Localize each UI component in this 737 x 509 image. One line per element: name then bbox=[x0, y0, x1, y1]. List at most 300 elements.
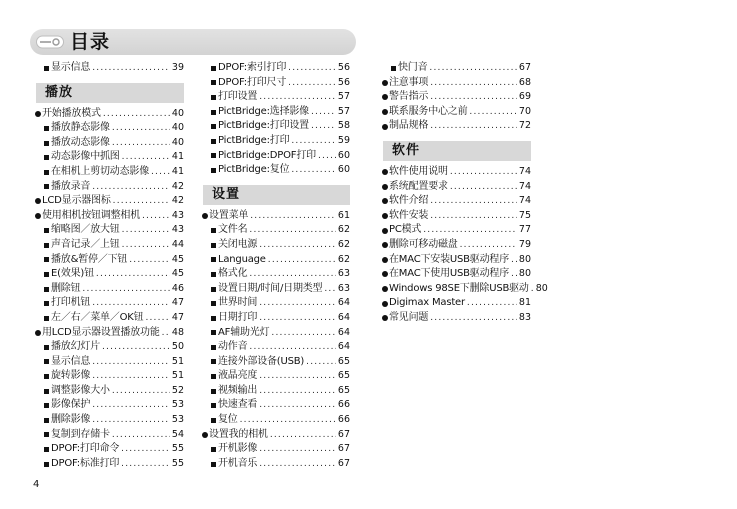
toc-entry-page: 74 bbox=[518, 180, 531, 192]
toc-entry-label: AF辅助光灯 bbox=[218, 326, 270, 338]
toc-entry-label: 动态影像中抓图 bbox=[51, 151, 120, 163]
toc-entry-label: 日期打印 bbox=[218, 311, 258, 323]
square-bullet-icon bbox=[42, 150, 51, 165]
toc-entry-page: 74 bbox=[518, 195, 531, 207]
toc-entry-label: 声音记录／上钮 bbox=[51, 238, 120, 250]
toc-entry-page: 63 bbox=[337, 282, 350, 294]
square-bullet-icon bbox=[209, 369, 218, 384]
square-bullet-icon bbox=[42, 180, 51, 195]
round-bullet-icon bbox=[380, 311, 389, 326]
toc-entry-page: 75 bbox=[518, 209, 531, 221]
toc-entry-label: 调整影像大小 bbox=[51, 384, 110, 396]
toc-column-3 bbox=[380, 61, 548, 326]
toc-entry-label: 软件安装 bbox=[389, 209, 429, 221]
dot-leader bbox=[92, 180, 170, 195]
toc-entry bbox=[380, 90, 531, 105]
title-bar bbox=[30, 29, 356, 55]
toc-entry-page: 46 bbox=[171, 282, 184, 294]
toc-entry-page: 42 bbox=[171, 195, 184, 207]
toc-entry-label: Language bbox=[218, 253, 266, 265]
square-bullet-icon bbox=[42, 428, 51, 443]
round-bullet-icon bbox=[33, 107, 42, 122]
dot-leader bbox=[103, 107, 170, 122]
square-bullet-icon bbox=[209, 134, 218, 149]
dot-leader bbox=[112, 384, 170, 399]
dot-leader bbox=[259, 90, 336, 105]
dot-leader bbox=[121, 442, 170, 457]
toc-entry-label: 动作音 bbox=[218, 341, 248, 353]
dot-leader bbox=[511, 267, 517, 282]
toc-entry bbox=[380, 238, 531, 253]
toc-entry-page: 65 bbox=[337, 370, 350, 382]
dot-leader bbox=[430, 119, 517, 134]
dot-leader bbox=[121, 457, 170, 472]
toc-entry-page: 47 bbox=[171, 311, 184, 323]
dot-leader bbox=[113, 194, 170, 209]
dot-leader bbox=[288, 76, 336, 91]
toc-entry-label: E(效果)钮 bbox=[51, 268, 94, 280]
toc-entry-label: 打印机钮 bbox=[51, 297, 91, 309]
toc-entry bbox=[33, 355, 184, 370]
square-bullet-icon bbox=[42, 398, 51, 413]
toc-entry bbox=[33, 282, 184, 297]
toc-entry bbox=[200, 223, 350, 238]
toc-entry bbox=[33, 150, 184, 165]
dot-leader bbox=[92, 398, 170, 413]
dot-leader bbox=[430, 90, 517, 105]
square-bullet-icon bbox=[209, 90, 218, 105]
toc-entry-page: 74 bbox=[518, 165, 531, 177]
toc-entry bbox=[33, 398, 184, 413]
toc-entry bbox=[200, 457, 350, 472]
dot-leader bbox=[92, 355, 170, 370]
toc-entry bbox=[33, 253, 184, 268]
dot-leader bbox=[92, 296, 170, 311]
toc-entry bbox=[33, 238, 184, 253]
square-bullet-icon bbox=[209, 253, 218, 268]
toc-entry bbox=[200, 238, 350, 253]
toc-entry-page: 64 bbox=[337, 326, 350, 338]
toc-entry-page: 79 bbox=[518, 238, 531, 250]
square-bullet-icon bbox=[209, 163, 218, 178]
toc-entry bbox=[33, 384, 184, 399]
toc-entry bbox=[33, 121, 184, 136]
dot-leader bbox=[450, 180, 517, 195]
dot-leader bbox=[423, 223, 517, 238]
round-bullet-icon bbox=[380, 223, 389, 238]
square-bullet-icon bbox=[209, 61, 218, 76]
toc-entry-label: 缩略图／放大钮 bbox=[51, 224, 120, 236]
toc-entry-page: 68 bbox=[518, 76, 531, 88]
toc-entry-page: 61 bbox=[337, 209, 350, 221]
toc-entry bbox=[380, 180, 531, 195]
square-bullet-icon bbox=[42, 223, 51, 238]
dot-leader bbox=[429, 61, 517, 76]
round-bullet-icon bbox=[380, 90, 389, 105]
toc-entry-label: 复制到存储卡 bbox=[51, 428, 110, 440]
toc-entry-label: PictBridge:DPOF打印 bbox=[218, 149, 316, 161]
round-bullet-icon bbox=[380, 238, 389, 253]
square-bullet-icon bbox=[42, 238, 51, 253]
toc-entry bbox=[380, 165, 531, 180]
toc-entry-label: 删除可移动磁盘 bbox=[389, 238, 458, 250]
dot-leader bbox=[511, 253, 517, 268]
toc-entry-label: PictBridge:打印 bbox=[218, 134, 290, 146]
toc-entry-label: 开机影像 bbox=[218, 443, 258, 455]
toc-entry-page: 67 bbox=[337, 428, 350, 440]
toc-entry-label: 世界时间 bbox=[218, 297, 258, 309]
toc-entry-page: 53 bbox=[171, 414, 184, 426]
square-bullet-icon bbox=[42, 457, 51, 472]
round-bullet-icon bbox=[380, 105, 389, 120]
square-bullet-icon bbox=[42, 413, 51, 428]
toc-entry bbox=[200, 384, 350, 399]
toc-entry bbox=[200, 282, 350, 297]
square-bullet-icon bbox=[209, 311, 218, 326]
toc-entry-label: 使用相机按钮调整相机 bbox=[42, 209, 140, 221]
square-bullet-icon bbox=[209, 238, 218, 253]
toc-entry bbox=[380, 105, 531, 120]
dot-leader bbox=[112, 136, 170, 151]
toc-entry bbox=[33, 369, 184, 384]
toc-entry bbox=[200, 61, 350, 76]
toc-entry bbox=[33, 267, 184, 282]
round-bullet-icon bbox=[380, 194, 389, 209]
toc-entry-page: 40 bbox=[171, 136, 184, 148]
dot-leader bbox=[531, 282, 534, 297]
toc-entry-label: 文件名 bbox=[218, 224, 248, 236]
toc-entry-label: 在MAC下使用USB驱动程序 bbox=[389, 268, 510, 280]
toc-entry-label: 播放录音 bbox=[51, 180, 91, 192]
toc-entry bbox=[33, 442, 184, 457]
toc-entry-label: 系统配置要求 bbox=[389, 180, 448, 192]
section-header: 设置 bbox=[203, 185, 350, 205]
toc-entry-label: 快门音 bbox=[398, 62, 428, 73]
toc-entry-label: 复位 bbox=[218, 414, 238, 426]
round-bullet-icon bbox=[200, 428, 209, 443]
toc-entry bbox=[380, 267, 531, 282]
square-bullet-icon bbox=[42, 369, 51, 384]
toc-entry-page: 45 bbox=[171, 253, 184, 265]
dot-leader bbox=[145, 311, 169, 326]
dot-leader bbox=[92, 413, 170, 428]
toc-entry-page: 41 bbox=[171, 151, 184, 163]
toc-entry-page: 83 bbox=[518, 311, 531, 323]
toc-entry bbox=[380, 253, 531, 268]
square-bullet-icon bbox=[42, 165, 51, 180]
toc-entry-label: 播放&暂停／下钮 bbox=[51, 253, 128, 265]
toc-entry-page: 67 bbox=[337, 443, 350, 455]
toc-entry-page: 56 bbox=[337, 62, 350, 73]
square-bullet-icon bbox=[209, 398, 218, 413]
square-bullet-icon bbox=[209, 384, 218, 399]
toc-entry-page: 70 bbox=[518, 105, 531, 117]
toc-entry bbox=[200, 326, 350, 341]
toc-entry-page: 66 bbox=[337, 414, 350, 426]
toc-entry-page: 60 bbox=[337, 149, 350, 161]
round-bullet-icon bbox=[380, 253, 389, 268]
dot-leader bbox=[259, 311, 336, 326]
dot-leader bbox=[151, 165, 170, 180]
dot-leader bbox=[112, 428, 170, 443]
dot-leader bbox=[162, 326, 170, 341]
toc-entry-label: PC模式 bbox=[389, 224, 422, 236]
toc-entry-page: 54 bbox=[171, 428, 184, 440]
toc-entry-label: Windows 98SE下删除USB驱动 bbox=[389, 282, 529, 294]
dot-leader bbox=[306, 355, 336, 370]
toc-entry-label: 播放动态影像 bbox=[51, 136, 110, 148]
toc-entry-page: 40 bbox=[171, 122, 184, 134]
toc-entry-label: LCD显示器图标 bbox=[42, 195, 111, 207]
square-bullet-icon bbox=[209, 119, 218, 134]
square-bullet-icon bbox=[42, 442, 51, 457]
toc-entry-label: PictBridge:打印设置 bbox=[218, 120, 309, 132]
square-bullet-icon bbox=[209, 413, 218, 428]
toc-entry-label: 联系服务中心之前 bbox=[389, 105, 468, 117]
toc-entry-label: 格式化 bbox=[218, 268, 248, 280]
square-bullet-icon bbox=[209, 282, 218, 297]
toc-entry-label: 播放静态影像 bbox=[51, 122, 110, 134]
toc-entry bbox=[380, 194, 531, 209]
round-bullet-icon bbox=[380, 180, 389, 195]
toc-entry bbox=[200, 413, 350, 428]
dot-leader bbox=[250, 209, 336, 224]
toc-entry bbox=[200, 296, 350, 311]
round-bullet-icon bbox=[33, 326, 42, 341]
square-bullet-icon bbox=[42, 311, 51, 326]
toc-entry bbox=[33, 61, 184, 76]
round-bullet-icon bbox=[380, 165, 389, 180]
dot-leader bbox=[430, 76, 517, 91]
toc-entry-label: 关闭电源 bbox=[218, 238, 258, 250]
dot-leader bbox=[430, 194, 517, 209]
toc-entry bbox=[200, 149, 350, 164]
toc-entry-page: 55 bbox=[171, 457, 184, 469]
dot-leader bbox=[142, 209, 170, 224]
round-bullet-icon bbox=[380, 296, 389, 311]
toc-entry-page: 62 bbox=[337, 253, 350, 265]
dot-leader bbox=[92, 61, 170, 76]
toc-entry bbox=[200, 134, 350, 149]
toc-entry bbox=[33, 326, 184, 341]
toc-entry bbox=[33, 457, 184, 472]
square-bullet-icon bbox=[209, 267, 218, 282]
dot-leader bbox=[311, 119, 336, 134]
section-header: 软件 bbox=[383, 141, 531, 161]
toc-entry bbox=[200, 340, 350, 355]
round-bullet-icon bbox=[33, 194, 42, 209]
page-title: 目录 bbox=[70, 31, 111, 53]
toc-entry bbox=[33, 136, 184, 151]
dot-leader bbox=[268, 253, 336, 268]
toc-entry-page: 81 bbox=[518, 297, 531, 309]
dot-leader bbox=[467, 296, 517, 311]
dot-leader bbox=[249, 223, 336, 238]
toc-entry bbox=[200, 428, 350, 443]
dot-leader bbox=[271, 326, 336, 341]
square-bullet-icon bbox=[209, 457, 218, 472]
toc-entry bbox=[33, 223, 184, 238]
toc-entry bbox=[33, 428, 184, 443]
toc-entry bbox=[200, 105, 350, 120]
dot-leader bbox=[259, 296, 336, 311]
toc-entry bbox=[380, 282, 548, 297]
square-bullet-icon bbox=[42, 253, 51, 268]
dot-leader bbox=[460, 238, 517, 253]
toc-entry-page: 44 bbox=[171, 238, 184, 250]
toc-entry-page: 65 bbox=[337, 355, 350, 367]
toc-entry-page: 65 bbox=[337, 384, 350, 396]
toc-entry-label: 显示信息 bbox=[51, 355, 91, 367]
dot-leader bbox=[102, 340, 170, 355]
square-bullet-icon bbox=[209, 105, 218, 120]
toc-entry-page: 67 bbox=[518, 62, 531, 73]
toc-entry-label: 开始播放模式 bbox=[42, 107, 101, 119]
toc-entry bbox=[380, 209, 531, 224]
dot-leader bbox=[259, 442, 336, 457]
round-bullet-icon bbox=[380, 209, 389, 224]
round-bullet-icon bbox=[380, 267, 389, 282]
dot-leader bbox=[324, 282, 336, 297]
toc-entry-page: 43 bbox=[171, 209, 184, 221]
dot-leader bbox=[112, 121, 170, 136]
square-bullet-icon bbox=[42, 136, 51, 151]
toc-entry bbox=[380, 223, 531, 238]
dot-leader bbox=[259, 398, 336, 413]
toc-entry-label: 旋转影像 bbox=[51, 370, 91, 382]
dot-leader bbox=[430, 209, 517, 224]
toc-entry-label: 显示信息 bbox=[51, 62, 91, 73]
toc-entry bbox=[33, 209, 184, 224]
dot-leader bbox=[259, 238, 336, 253]
toc-entry bbox=[200, 267, 350, 282]
toc-entry-page: 47 bbox=[171, 297, 184, 309]
toc-entry-page: 57 bbox=[337, 91, 350, 103]
toc-entry-label: PictBridge:复位 bbox=[218, 164, 290, 176]
page-number: 4 bbox=[33, 479, 40, 490]
toc-entry bbox=[200, 209, 350, 224]
toc-entry bbox=[200, 442, 350, 457]
dot-leader bbox=[249, 340, 336, 355]
toc-entry-label: 在相机上剪切动态影像 bbox=[51, 165, 149, 177]
square-bullet-icon bbox=[42, 355, 51, 370]
toc-entry bbox=[33, 413, 184, 428]
toc-entry-page: 55 bbox=[171, 443, 184, 455]
toc-entry-label: 软件介绍 bbox=[389, 195, 429, 207]
dot-leader bbox=[122, 238, 170, 253]
toc-entry-page: 80 bbox=[535, 282, 548, 294]
square-bullet-icon bbox=[389, 61, 398, 76]
toc-entry-page: 63 bbox=[337, 268, 350, 280]
toc-column-2 bbox=[200, 61, 350, 471]
toc-entry-label: PictBridge:选择影像 bbox=[218, 105, 309, 117]
toc-entry-page: 64 bbox=[337, 341, 350, 353]
toc-entry-label: DPOF:打印命令 bbox=[51, 443, 120, 455]
toc-entry-page: 58 bbox=[337, 120, 350, 132]
toc-entry bbox=[33, 194, 184, 209]
toc-entry bbox=[380, 61, 531, 76]
toc-entry-page: 64 bbox=[337, 311, 350, 323]
toc-entry bbox=[33, 165, 184, 180]
toc-entry-label: 警告指示 bbox=[389, 91, 429, 103]
toc-entry bbox=[33, 340, 184, 355]
toc-entry bbox=[200, 355, 350, 370]
toc-entry-page: 42 bbox=[171, 180, 184, 192]
toc-entry bbox=[33, 107, 184, 122]
toc-entry-page: 62 bbox=[337, 224, 350, 236]
dot-leader bbox=[96, 267, 170, 282]
dot-leader bbox=[259, 457, 336, 472]
toc-entry-label: Digimax Master bbox=[389, 297, 465, 309]
toc-entry-label: 删除影像 bbox=[51, 414, 91, 426]
toc-entry-page: 56 bbox=[337, 76, 350, 88]
toc-entry bbox=[200, 163, 350, 178]
toc-entry-page: 40 bbox=[171, 107, 184, 119]
toc-entry-label: 视频输出 bbox=[218, 384, 258, 396]
toc-entry-page: 48 bbox=[171, 326, 184, 338]
toc-entry-page: 45 bbox=[171, 268, 184, 280]
toc-entry bbox=[380, 76, 531, 91]
square-bullet-icon bbox=[209, 442, 218, 457]
toc-entry bbox=[380, 311, 531, 326]
toc-entry-page: 72 bbox=[518, 120, 531, 132]
square-bullet-icon bbox=[209, 326, 218, 341]
square-bullet-icon bbox=[209, 76, 218, 91]
toc-entry-page: 53 bbox=[171, 399, 184, 411]
toc-entry bbox=[200, 398, 350, 413]
toc-entry-page: 60 bbox=[337, 164, 350, 176]
section-header: 播放 bbox=[36, 83, 184, 103]
dot-leader bbox=[430, 311, 517, 326]
round-bullet-icon bbox=[380, 282, 389, 297]
toc-entry-label: 软件使用说明 bbox=[389, 165, 448, 177]
square-bullet-icon bbox=[42, 267, 51, 282]
square-bullet-icon bbox=[42, 340, 51, 355]
toc-entry-label: 连接外部设备(USB) bbox=[218, 355, 305, 367]
round-bullet-icon bbox=[33, 209, 42, 224]
toc-entry-label: DPOF:打印尺寸 bbox=[218, 76, 287, 88]
toc-entry-label: 液晶亮度 bbox=[218, 370, 258, 382]
toc-entry-label: 设置菜单 bbox=[209, 209, 249, 221]
toc-entry-label: 打印设置 bbox=[218, 91, 258, 103]
dot-leader bbox=[291, 134, 336, 149]
dot-leader bbox=[270, 428, 336, 443]
toc-entry-label: 设置我的相机 bbox=[209, 428, 268, 440]
toc-entry bbox=[200, 369, 350, 384]
toc-entry-page: 50 bbox=[171, 341, 184, 353]
toc-entry-page: 62 bbox=[337, 238, 350, 250]
toc-entry bbox=[200, 119, 350, 134]
toc-entry-page: 69 bbox=[518, 91, 531, 103]
square-bullet-icon bbox=[209, 149, 218, 164]
toc-entry-page: 52 bbox=[171, 384, 184, 396]
dot-leader bbox=[259, 384, 336, 399]
toc-entry bbox=[33, 180, 184, 195]
toc-entry-page: 64 bbox=[337, 297, 350, 309]
toc-entry-label: DPOF:标准打印 bbox=[51, 457, 120, 469]
dot-leader bbox=[122, 223, 170, 238]
toc-entry-page: 59 bbox=[337, 134, 350, 146]
dot-leader bbox=[259, 369, 336, 384]
toc-entry bbox=[200, 76, 350, 91]
toc-entry-page: 57 bbox=[337, 105, 350, 117]
square-bullet-icon bbox=[42, 296, 51, 311]
round-bullet-icon bbox=[200, 209, 209, 224]
toc-entry-label: 左／右／菜单／OK钮 bbox=[51, 311, 144, 323]
square-bullet-icon bbox=[209, 340, 218, 355]
toc-entry-label: 制品规格 bbox=[389, 120, 429, 132]
toc-entry bbox=[33, 296, 184, 311]
